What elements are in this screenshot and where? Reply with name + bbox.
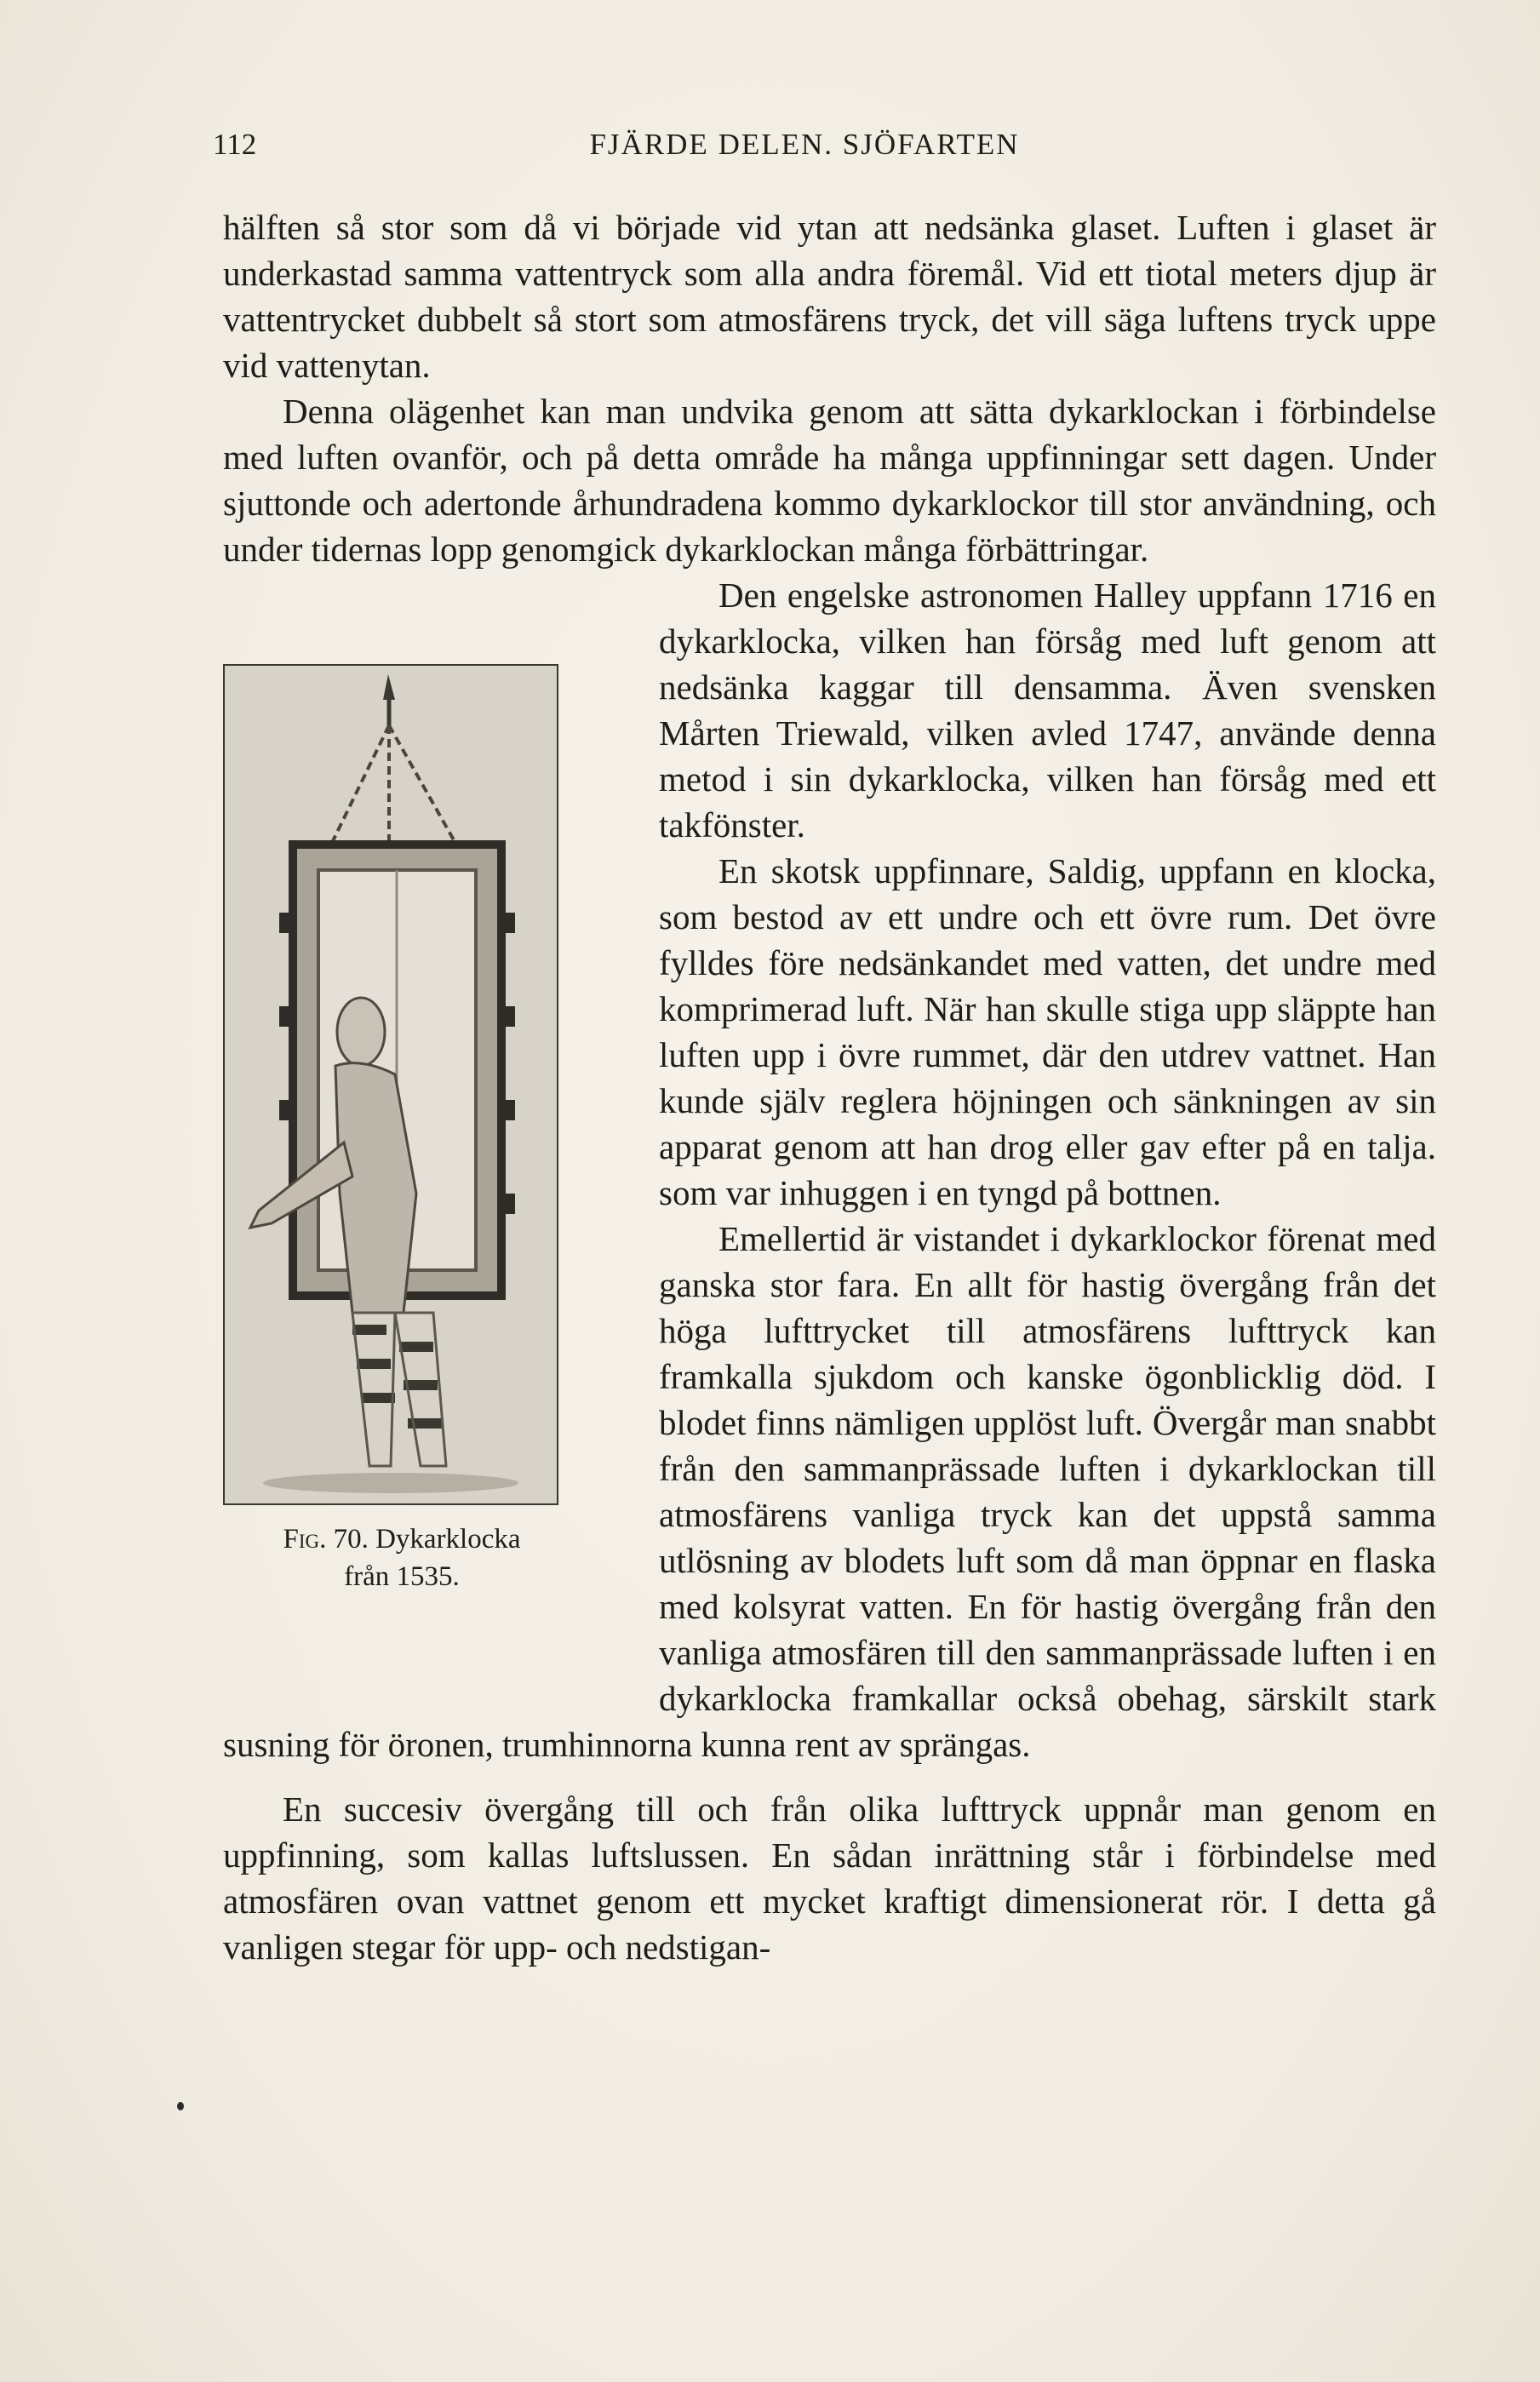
- paragraph-3: Den engelske astronomen Halley uppfann 1716 en dykarklocka, vilken han försåg med luft genom att nedsänka kaggar till densamma. Även svensken Mårten Triewald, vilken avled 1747, använde denna metod i sin dykarklocka, vilken han försåg med ett takfönster.: [659, 575, 1436, 845]
- figure-caption: [223, 1520, 581, 1595]
- diving-bell-illustration: [223, 664, 558, 1505]
- page-header: [213, 128, 1396, 170]
- figure-label: Fig. 70.: [283, 1524, 369, 1555]
- paragraph-2: Denna olägenhet kan man undvika genom att sätta dykarklockan i förbindelse med luften ovanför, och på detta område ha många uppfinningar sett dagen. Under sjuttonde och adertonde århundradena kommo dykarklockor till stor användning, och under tidernas lopp genomgick dykarklockan många förbättringar.: [223, 392, 1436, 569]
- body-text: [223, 204, 1436, 1970]
- paragraph-6: En succesiv övergång till och från olika lufttryck uppnår man genom en uppfinning, som kallas luftslussen. En sådan inrättning står i förbindelse med atmosfären ovan vattnet genom ett mycket kraftigt dimensionerat rör. I detta gå vanligen stegar för upp- och nedstigan-: [223, 1789, 1436, 1967]
- page-number: 112: [213, 128, 257, 161]
- paragraph-5: Emellertid är vistandet i dykarklockor förenat med ganska stor fara. En allt för hastig övergång från det höga lufttrycket till atmosfärens lufttryck kan framkalla sjukdom och kanske ögonblicklig död. I blodet finns nämligen upplöst luft. Övergår man snabbt från den sammanprässade luften i dykarklockan till atmosfärens vanliga tryck kan det uppstå samma utlösning av blodets luft som då man öppnar en flaska med kolsyrat vatten. En för hastig övergång från den vanliga atmosfären till den sammanprässade luften i en dykarklocka framkallar också obehag, särskilt stark susning för öronen, trumhinnorna kunna rent av sprängas.: [223, 1219, 1436, 1764]
- figure-70: [223, 664, 610, 1709]
- paragraph-1: hälften så stor som då vi började vid ytan att nedsänka glaset. Luften i glaset är underkastad samma vattentryck som alla andra föremål. Vid ett tiotal meters djup är vattentrycket dubbelt så stort som atmosfärens tryck, det vill säga luftens tryck uppe vid vattenytan.: [223, 208, 1436, 385]
- figure-caption-line2: från 1535.: [344, 1561, 460, 1592]
- figure-caption-line1: Dykarklocka: [375, 1524, 521, 1555]
- running-head: FJÄRDE DELEN. SJÖFARTEN: [589, 128, 1020, 161]
- paragraph-4: En skotsk uppfinnare, Saldig, uppfann en klocka, som bestod av ett undre och ett övre rum. Det övre fylldes före nedsänkandet med vatten, det undre med komprimerad luft. När han skulle stiga upp släppte han luften upp i övre rummet, där den utdrev vattnet. Han kunde själv reglera höjningen och sänkningen av sin apparat genom att han drog eller gav efter på en talja. som var inhuggen i en tyngd på bottnen.: [659, 851, 1436, 1212]
- diving-bell-drawing: [225, 666, 557, 1503]
- margin-mark: [177, 2102, 184, 2110]
